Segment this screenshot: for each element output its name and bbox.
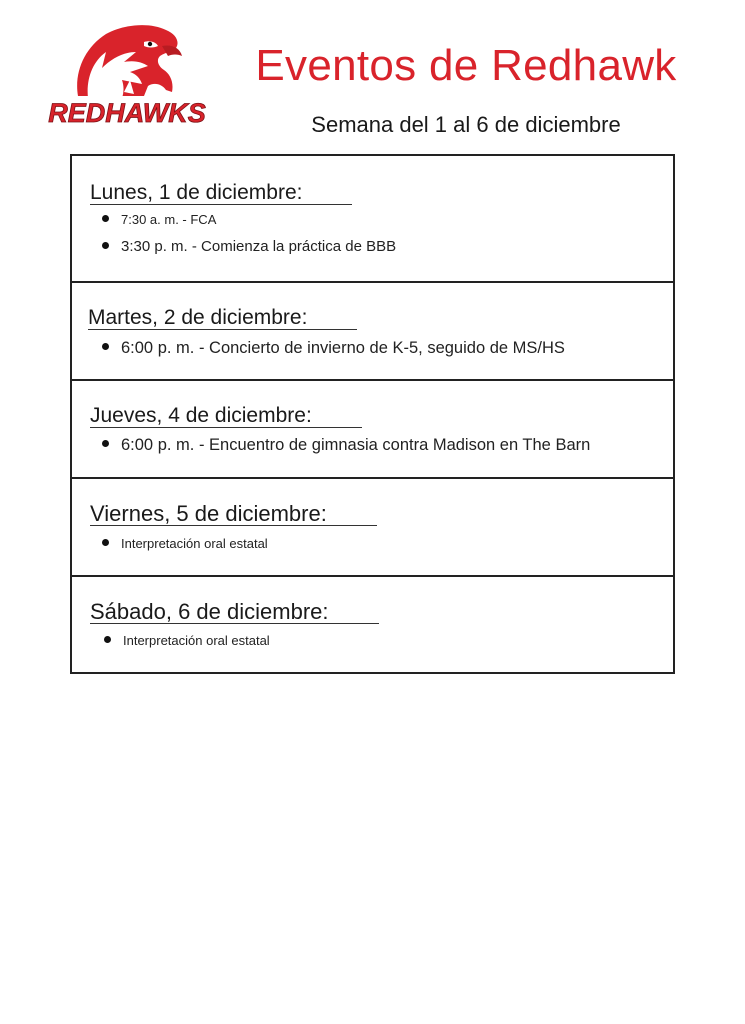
event-item <box>104 633 270 648</box>
day-row-martes <box>72 283 673 381</box>
event-text: 6:00 p. m. - Encuentro de gimnasia contra Madison en The Barn <box>121 436 591 454</box>
day-heading: Martes, 2 de diciembre: <box>88 307 357 330</box>
bullet-icon <box>104 636 111 643</box>
day-row-viernes <box>72 479 673 577</box>
bullet-icon <box>102 242 109 249</box>
redhawks-logo <box>26 18 228 128</box>
day-row-sabado <box>72 577 673 672</box>
day-row-jueves <box>72 381 673 479</box>
event-text: Interpretación oral estatal <box>123 633 270 648</box>
event-item <box>102 238 396 255</box>
day-heading: Viernes, 5 de diciembre: <box>90 502 377 526</box>
event-text: 6:00 p. m. - Concierto de invierno de K-5, seguido de MS/HS <box>121 339 565 357</box>
event-item <box>102 339 565 358</box>
page-subtitle: Semana del 1 al 6 de diciembre <box>311 112 621 137</box>
bullet-icon <box>102 215 109 222</box>
day-row-lunes <box>72 156 673 283</box>
events-table <box>70 154 675 674</box>
bullet-icon <box>102 343 109 350</box>
day-heading: Sábado, 6 de diciembre: <box>90 600 379 624</box>
logo-text: REDHAWKS <box>48 98 206 128</box>
redhawk-head-icon <box>26 18 228 128</box>
event-text: Interpretación oral estatal <box>121 536 268 551</box>
event-item <box>102 436 590 455</box>
day-heading: Lunes, 1 de diciembre: <box>90 182 352 205</box>
event-text: 7:30 a. m. - FCA <box>121 212 217 227</box>
event-text: 3:30 p. m. - Comienza la práctica de BBB <box>121 238 397 255</box>
day-heading: Jueves, 4 de diciembre: <box>90 405 362 428</box>
bullet-icon <box>102 539 109 546</box>
event-item <box>102 536 268 551</box>
event-item <box>102 212 216 227</box>
page-title: Eventos de Redhawk <box>255 41 677 90</box>
bullet-icon <box>102 440 109 447</box>
